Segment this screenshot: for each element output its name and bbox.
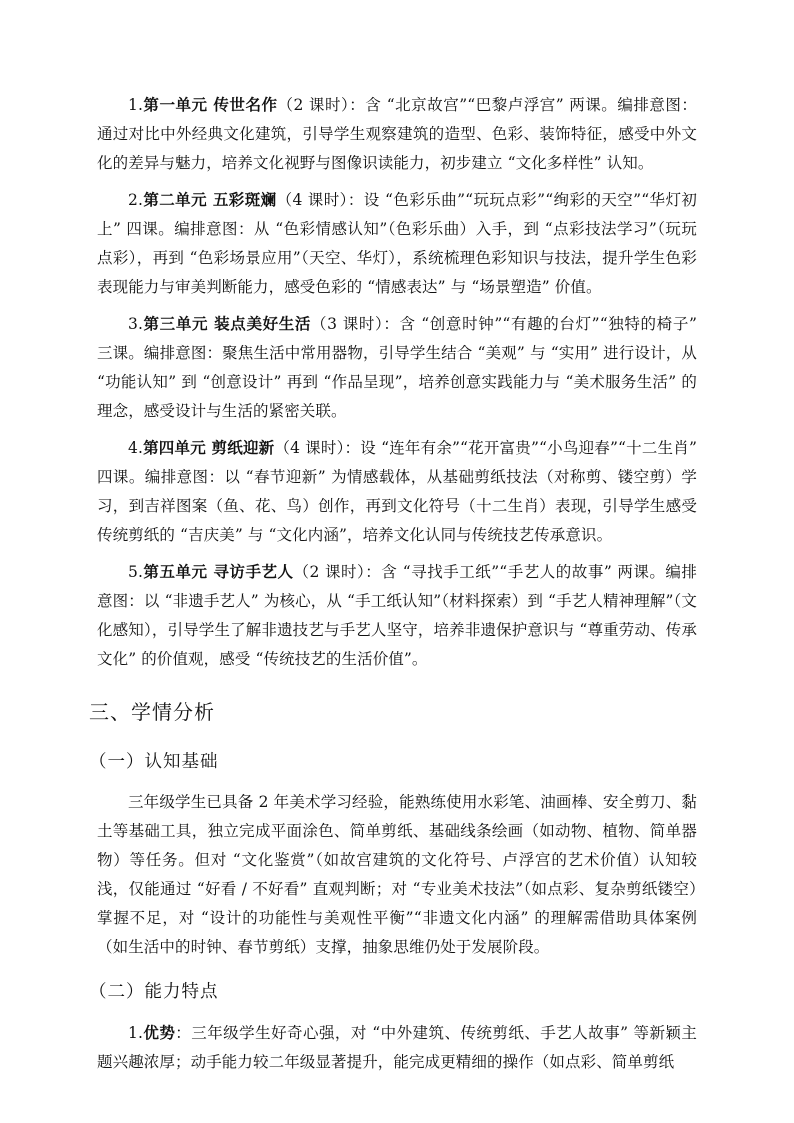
document-content — [89, 90, 698, 1084]
unit-title: 第四单元 剪纸迎新 — [143, 438, 275, 457]
unit-title: 第三单元 装点美好生活 — [143, 314, 312, 333]
unit-body: （4 课时）：设 “色彩乐曲”“玩玩点彩”“绚彩的天空”“华灯初上” 四课。编排意图：从 “色彩情感认知”（色彩乐曲）入手，到 “点彩技法学习”（玩玩点彩），再到 “色彩场景应用”（天空、华灯），系统梳理色彩知识与技法，提升学生色彩表现能力与审美判断能力，感受色彩的 “情感表达” 与 “场景塑造” 价值。 — [97, 191, 698, 296]
unit-body: （2 课时）：含 “北京故宫”“巴黎卢浮宫” 两课。编排意图：通过对比中外经典文化建筑，引导学生观察建筑的造型、色彩、装饰特征，感受中外文化的差异与魅力，培养文化视野与图像识读能力，初步建立 “文化多样性” 认知。 — [97, 96, 698, 172]
subsection-heading-ability-traits: （二）能力特点 — [89, 982, 219, 1002]
unit-body: （3 课时）：含 “创意时钟”“有趣的台灯”“独特的椅子” 三课。编排意图：聚焦生活中常用器物，引导学生结合 “美观” 与 “实用” 进行设计，从 “功能认知” 到 “创意设计” 再到 “作品呈现”，培养创意实践能力与 “美术服务生活” 的理念，感受设计与生活的紧密关联。 — [97, 315, 697, 420]
item-number: 1. — [128, 1024, 143, 1042]
unit-title: 第五单元 寻访手艺人 — [143, 562, 294, 581]
unit-body: （2 课时）：含 “寻找手工纸”“手艺人的故事” 两课。编排意图：以 “非遗手艺人” 为核心，从 “手工纸认知”（材料探索）到 “手艺人精神理解”（文化感知），引导学生了解非遗技艺与手艺人坚守，培养非遗保护意识与 “尊重劳动、传承文化” 的价值观，感受 “传统技艺的生活价值”。 — [97, 563, 697, 668]
unit-paragraph-2 — [97, 185, 697, 302]
cognitive-basis-paragraph: 三年级学生已具备 2 年美术学习经验，能熟练使用水彩笔、油画棒、安全剪刀、黏土等基础工具，独立完成平面涂色、简单剪纸、基础线条绘画（如动物、植物、简单器物）等任务。但对 “文化鉴赏”（如故宫建筑的文化符号、卢浮宫的艺术价值）认知较浅，仅能通过 “好看 / 不好看” 直观判断；对 “专业美术技法”（如点彩、复杂剪纸镂空）掌握不足，对 “设计的功能性与美观性平衡”“非遗文化内涵” 的理解需借助具体案例（如生活中的时钟、春节剪纸）支撑，抽象思维仍处于发展阶段。 — [97, 793, 697, 956]
unit-number: 5. — [128, 563, 143, 581]
unit-body: （4 课时）：设 “连年有余”“花开富贵”“小鸟迎春”“十二生肖” 四课。编排意图：以 “春节迎新” 为情感载体，从基础剪纸技法（对称剪、镂空剪）学习，到吉祥图案（鱼、花、鸟）创作，再到文化符号（十二生肖）表现，引导学生感受传统剪纸的 “吉庆美” 与 “文化内涵”，培养文化认同与传统技艺传承意识。 — [97, 439, 697, 544]
item-body: ：三年级学生好奇心强，对 “中外建筑、传统剪纸、手艺人故事” 等新颖主题兴趣浓厚；动手能力较二年级显著提升，能完成更精细的操作（如点彩、简单剪纸 — [97, 1024, 697, 1071]
ability-strengths-paragraph — [97, 1018, 697, 1077]
unit-number: 2. — [128, 191, 143, 209]
unit-paragraph-3 — [97, 309, 697, 426]
unit-title: 第一单元 传世名作 — [143, 95, 278, 114]
unit-number: 3. — [128, 315, 143, 333]
unit-paragraph-4 — [97, 433, 697, 550]
unit-number: 4. — [128, 439, 143, 457]
unit-number: 1. — [128, 96, 143, 114]
item-title: 优势 — [143, 1023, 176, 1042]
unit-paragraph-1 — [97, 90, 697, 178]
subsection-heading-cognitive-basis: （一）认知基础 — [89, 752, 219, 772]
unit-paragraph-5 — [97, 557, 697, 674]
unit-title: 第二单元 五彩斑斓 — [143, 190, 277, 209]
section-heading-learning-analysis: 三、学情分析 — [89, 700, 215, 724]
